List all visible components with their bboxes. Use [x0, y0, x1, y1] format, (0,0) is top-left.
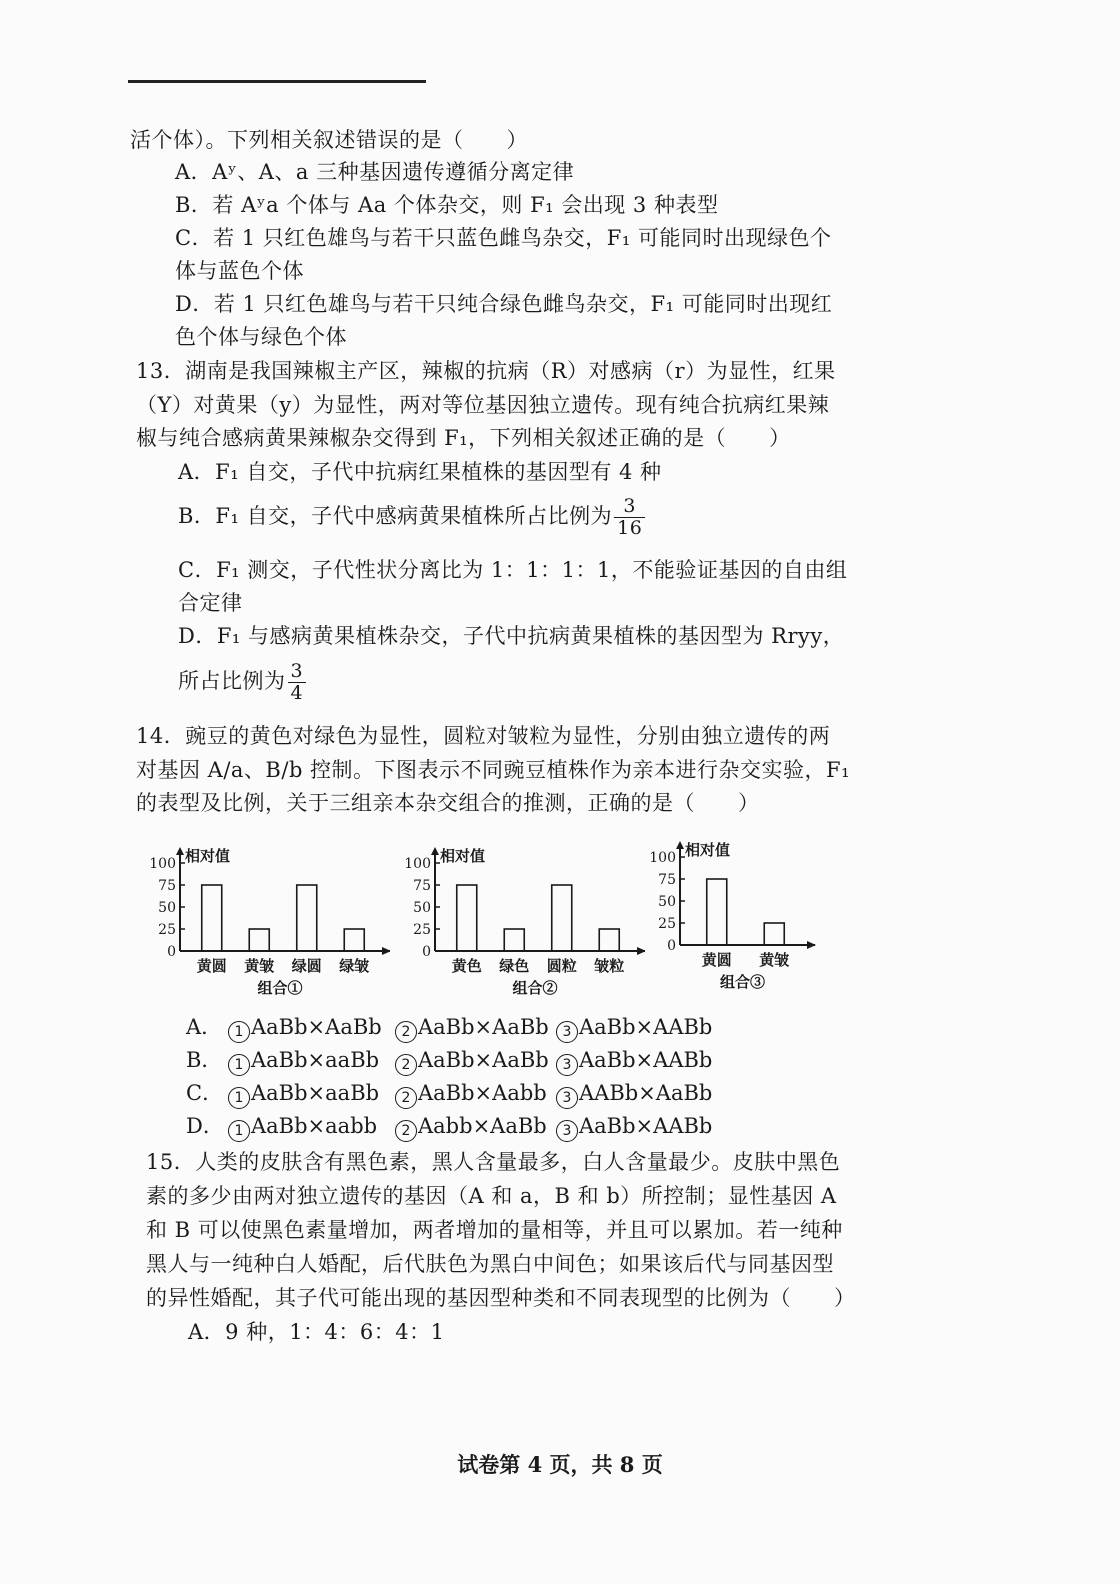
option-letter: B．: [186, 1048, 223, 1072]
y-tick-label: 0: [422, 944, 431, 960]
q13-stem-line1: 13．湖南是我国辣椒主产区，辣椒的抗病（R）对感病（r）为显性，红果: [136, 359, 836, 383]
y-tick-label: 50: [413, 900, 431, 916]
q13-stem-line3: 椒与纯合感病黄果辣椒杂交得到 F₁，下列相关叙述正确的是（ ）: [136, 426, 791, 450]
q15-stem-line4: 黑人与一纯种白人婚配，后代肤色为黑白中间色；如果该后代与同基因型: [146, 1252, 834, 1276]
genotype-cross: [556, 1112, 712, 1142]
circled-number-icon: 1: [228, 1120, 250, 1142]
circled-number-icon: 2: [395, 1120, 417, 1142]
y-tick-label: 0: [667, 938, 676, 954]
genotype-text: AaBb×AABb: [579, 1114, 713, 1138]
q12-option-d-line1: D．若 1 只红色雄鸟与若干只纯合绿色雌鸟杂交，F₁ 可能同时出现红: [175, 292, 833, 316]
bar: [599, 929, 619, 951]
q15-option-a: A．9 种，1：4：6：4：1: [188, 1320, 445, 1344]
bar: [344, 929, 364, 951]
bar: [457, 885, 477, 951]
q13-option-c-line1: C．F₁ 测交，子代性状分离比为 1：1：1：1，不能验证基因的自由组: [178, 558, 848, 582]
circled-number-icon: 1: [228, 1054, 250, 1076]
y-tick-label: 50: [158, 900, 176, 916]
genotype-cross: [395, 1046, 549, 1076]
genotype-cross: [228, 1013, 382, 1043]
circled-number-icon: 2: [395, 1021, 417, 1043]
y-axis-label: 相对值: [440, 847, 486, 865]
circled-number-icon: 3: [556, 1021, 578, 1043]
genotype-cross: [556, 1046, 712, 1076]
bar-chart-combination-2: [395, 836, 645, 1006]
q15-stem-line5: 的异性婚配，其子代可能出现的基因型种类和不同表现型的比例为（ ）: [146, 1286, 856, 1310]
x-tick-label: 黄圆: [701, 951, 732, 969]
q12-option-b: B．若 Aʸa 个体与 Aa 个体杂交，则 F₁ 会出现 3 种表型: [175, 193, 719, 217]
page-footer: 试卷第 4 页，共 8 页: [457, 1452, 663, 1477]
y-tick-label: 100: [404, 856, 431, 872]
genotype-cross: [395, 1013, 549, 1043]
q12-option-c-line1: C．若 1 只红色雄鸟与若干只蓝色雌鸟杂交，F₁ 可能同时出现绿色个: [175, 226, 832, 250]
q14-stem-line3: 的表型及比例，关于三组亲本杂交组合的推测，正确的是（ ）: [136, 791, 760, 815]
x-axis-arrow-icon: [807, 941, 816, 949]
circled-number-icon: 3: [556, 1087, 578, 1109]
circled-number-icon: 2: [395, 1087, 417, 1109]
y-axis-label: 相对值: [685, 841, 731, 859]
fraction-numerator: 3: [614, 496, 645, 518]
genotype-text: AaBb×Aabb: [418, 1081, 547, 1105]
fraction-numerator: 3: [288, 661, 307, 683]
q12-stem: 活个体）。下列相关叙述错误的是（ ）: [130, 128, 528, 152]
bar-chart-combination-1: [140, 836, 390, 1006]
genotype-text: AaBb×AaBb: [251, 1015, 382, 1039]
y-axis-label: 相对值: [185, 847, 231, 865]
y-tick-label: 25: [158, 922, 176, 938]
x-tick-label: 黄圆: [196, 957, 227, 975]
y-tick-label: 100: [649, 850, 676, 866]
y-tick-label: 75: [658, 872, 676, 888]
bar: [504, 929, 524, 951]
bar: [552, 885, 572, 951]
genotype-cross: [556, 1079, 712, 1109]
x-tick-label: 绿圆: [291, 957, 322, 975]
circled-number-icon: 3: [556, 1054, 578, 1076]
chart-title: 组合②: [512, 979, 558, 997]
q15-stem-line1: 15．人类的皮肤含有黑色素，黑人含量最多，白人含量最少。皮肤中黑色: [146, 1150, 841, 1174]
q14-stem-line1: 14．豌豆的黄色对绿色为显性，圆粒对皱粒为显性，分别由独立遗传的两: [136, 724, 831, 748]
chart-title: 组合③: [719, 973, 766, 991]
circled-number-icon: 1: [228, 1087, 250, 1109]
q13-option-d-fraction: [288, 661, 307, 704]
bar: [707, 879, 727, 945]
fraction-denominator: 4: [290, 682, 304, 704]
q15-stem-line3: 和 B 可以使黑色素量增加，两者增加的量相等，并且可以累加。若一纯种: [146, 1218, 843, 1242]
genotype-text: AaBb×AaBb: [418, 1048, 549, 1072]
circled-number-icon: 3: [556, 1120, 578, 1142]
y-axis-arrow-icon: [176, 847, 184, 855]
x-tick-label: 黄皱: [244, 957, 275, 975]
q15-stem-line2: 素的多少由两对独立遗传的基因（A 和 a，B 和 b）所控制；显性基因 A: [146, 1184, 837, 1208]
x-tick-label: 皱粒: [594, 957, 625, 975]
genotype-text: Aabb×AaBb: [418, 1114, 547, 1138]
circled-number-icon: 1: [228, 1021, 250, 1043]
x-tick-label: 绿皱: [339, 957, 370, 975]
genotype-cross: [228, 1079, 379, 1109]
q12-option-a: A．Aʸ、A、a 三种基因遗传遵循分离定律: [175, 160, 575, 184]
bar: [764, 923, 784, 945]
q13-option-d-text: 所占比例为: [178, 669, 286, 693]
genotype-cross: [228, 1046, 379, 1076]
q13-option-b-fraction: [614, 496, 645, 539]
chart-title: 组合①: [257, 979, 303, 997]
genotype-cross: [556, 1013, 712, 1043]
y-tick-label: 75: [158, 878, 176, 894]
x-tick-label: 黄皱: [759, 951, 790, 969]
bar: [202, 885, 222, 951]
q13-option-b: [178, 496, 645, 539]
q13-option-b-text: B．F₁ 自交，子代中感病黄果植株所占比例为: [178, 504, 613, 528]
genotype-text: AaBb×aaBb: [251, 1081, 380, 1105]
option-letter: A．: [186, 1015, 223, 1039]
circled-number-icon: 2: [395, 1054, 417, 1076]
genotype-text: AaBb×AaBb: [418, 1015, 549, 1039]
y-tick-label: 25: [658, 916, 676, 932]
q14-stem-line2: 对基因 A/a、B/b 控制。下图表示不同豌豆植株作为亲本进行杂交实验，F₁: [136, 758, 851, 782]
y-tick-label: 50: [658, 894, 676, 910]
y-tick-label: 75: [413, 878, 431, 894]
bar: [297, 885, 317, 951]
genotype-text: AaBb×AABb: [579, 1048, 713, 1072]
x-tick-label: 黄色: [451, 957, 482, 975]
bar: [249, 929, 269, 951]
q13-option-a: A．F₁ 自交，子代中抗病红果植株的基因型有 4 种: [178, 460, 662, 484]
q12-option-c-line2: 体与蓝色个体: [175, 259, 304, 283]
genotype-cross: [228, 1112, 377, 1142]
y-axis-arrow-icon: [676, 841, 684, 849]
genotype-cross: [395, 1112, 547, 1142]
y-axis-arrow-icon: [431, 847, 439, 855]
y-tick-label: 25: [413, 922, 431, 938]
y-tick-label: 100: [149, 856, 176, 872]
option-letter: C．: [186, 1081, 224, 1105]
option-letter: D．: [186, 1114, 224, 1138]
q13-option-c-line2: 合定律: [178, 591, 243, 615]
genotype-text: AaBb×aabb: [251, 1114, 378, 1138]
q12-option-d-line2: 色个体与绿色个体: [175, 325, 347, 349]
x-tick-label: 绿色: [499, 957, 530, 975]
genotype-text: AABb×AaBb: [579, 1081, 713, 1105]
x-axis-arrow-icon: [382, 947, 390, 955]
q13-option-d-line2: [178, 661, 306, 704]
fraction-denominator: 16: [617, 517, 643, 539]
y-tick-label: 0: [167, 944, 176, 960]
genotype-cross: [395, 1079, 547, 1109]
q13-option-d-line1: D．F₁ 与感病黄果植株杂交，子代中抗病黄果植株的基因型为 Rryy，: [178, 624, 845, 648]
header-rule: [128, 80, 426, 83]
genotype-text: AaBb×aaBb: [251, 1048, 380, 1072]
genotype-text: AaBb×AABb: [579, 1015, 713, 1039]
bar-chart-combination-3: [640, 830, 830, 1000]
q13-stem-line2: （Y）对黄果（y）为显性，两对等位基因独立遗传。现有纯合抗病红果辣: [136, 393, 830, 417]
x-tick-label: 圆粒: [546, 957, 577, 975]
